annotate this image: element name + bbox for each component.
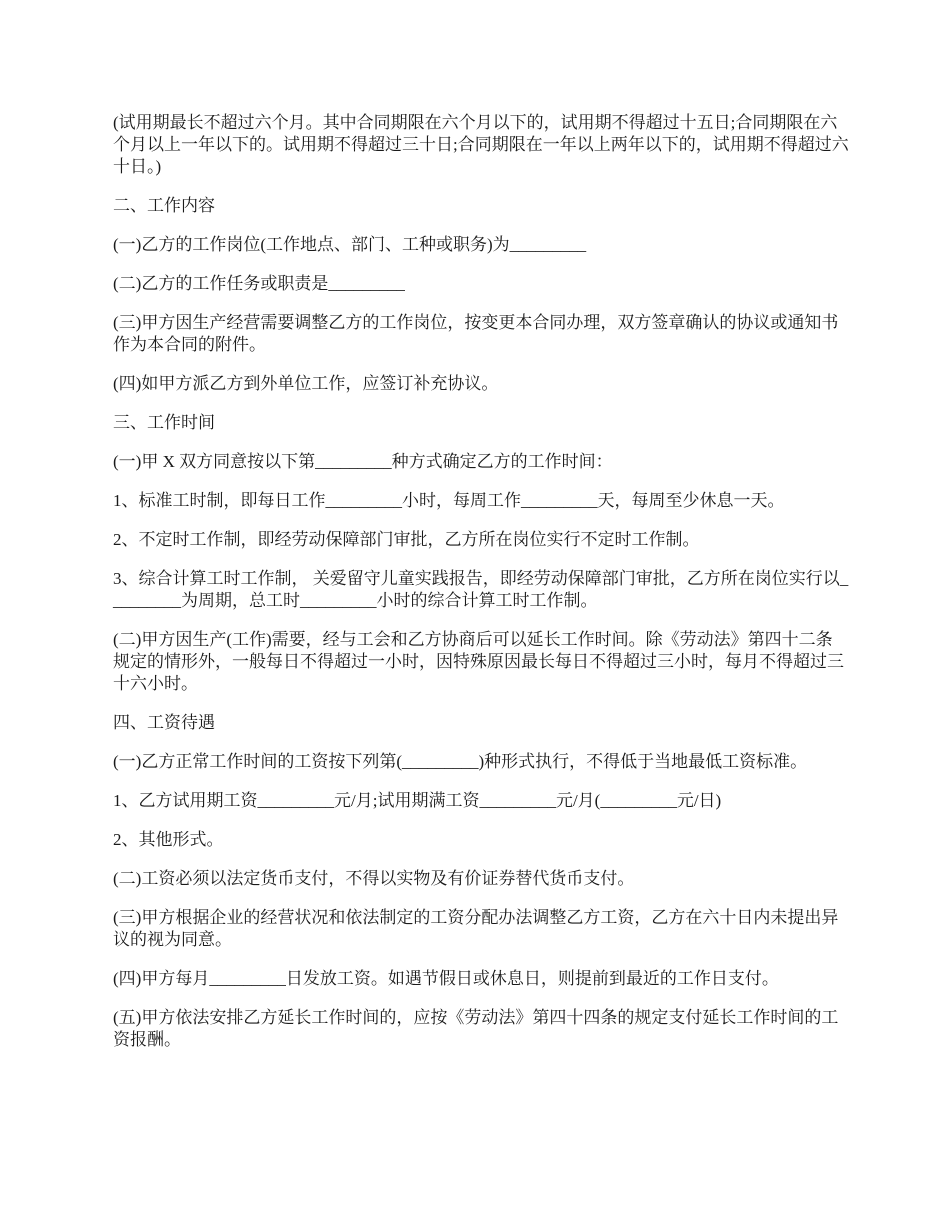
heading-wages: 四、工资待遇 [113,713,215,732]
paragraph-external-assignment: (四)如甲方派乙方到外单位工作，应签订补充协议。 [113,374,499,393]
paragraph-probation-note: (试用期最长不超过六个月。其中合同期限在六个月以下的，试用期不得超过十五日;合同期限在六个月以上一年以下的。试用期不得超过三十日;合同期限在一年以上两年以下的，试用期不得超过六十日。) [113,113,849,176]
heading-work-content: 二、工作内容 [113,196,215,215]
paragraph-job-duties: (二)乙方的工作任务或职责是_________ [113,274,405,293]
paragraph-position-change: (三)甲方因生产经营需要调整乙方的工作岗位，按变更本合同办理，双方签章确认的协议或通知书作为本合同的附件。 [113,313,839,354]
paragraph-payday: (四)甲方每月_________日发放工资。如遇节假日或休息日，则提前到最近的工作日支付。 [113,969,779,988]
paragraph-overtime: (二)甲方因生产(工作)需要，经与工会和乙方协商后可以延长工作时间。除《劳动法》第四十二条规定的情形外，一般每日不得超过一小时，因特殊原因最长每日不得超过三小时，每月不得超过三十六小时。 [113,630,844,693]
paragraph-overtime-pay: (五)甲方依法安排乙方延长工作时间的，应按《劳动法》第四十四条的规定支付延长工作时间的工资报酬。 [113,1008,839,1049]
paragraph-probation-wage: 1、乙方试用期工资_________元/月;试用期满工资_________元/月(_________元/日) [113,791,722,810]
paragraph-standard-hours: 1、标准工时制，即每日工作_________小时，每周工作_________天，每周至少休息一天。 [113,491,785,510]
paragraph-job-position: (一)乙方的工作岗位(工作地点、部门、工种或职务)为_________ [113,235,587,254]
paragraph-comprehensive-hours: 3、综合计算工时工作制， 关爱留守儿童实践报告，即经劳动保障部门审批，乙方所在岗位实行以_________为周期，总工时_________小时的综合计算工时工作制。 [113,569,849,610]
paragraph-other-forms: 2、其他形式。 [113,830,224,849]
paragraph-currency-payment: (二)工资必须以法定货币支付，不得以实物及有价证券替代货币支付。 [113,869,635,888]
document-body [113,112,849,1068]
paragraph-wage-form: (一)乙方正常工作时间的工资按下列第(_________)种形式执行，不得低于当地最低工资标准。 [113,752,808,771]
heading-working-hours: 三、工作时间 [113,413,215,432]
paragraph-wage-adjustment: (三)甲方根据企业的经营状况和依法制定的工资分配办法调整乙方工资，乙方在六十日内未提出异议的视为同意。 [113,908,839,949]
paragraph-hours-method: (一)甲 X 双方同意按以下第_________种方式确定乙方的工作时间： [113,452,613,471]
paragraph-flexible-hours: 2、不定时工作制，即经劳动保障部门审批，乙方所在岗位实行不定时工作制。 [113,530,700,549]
